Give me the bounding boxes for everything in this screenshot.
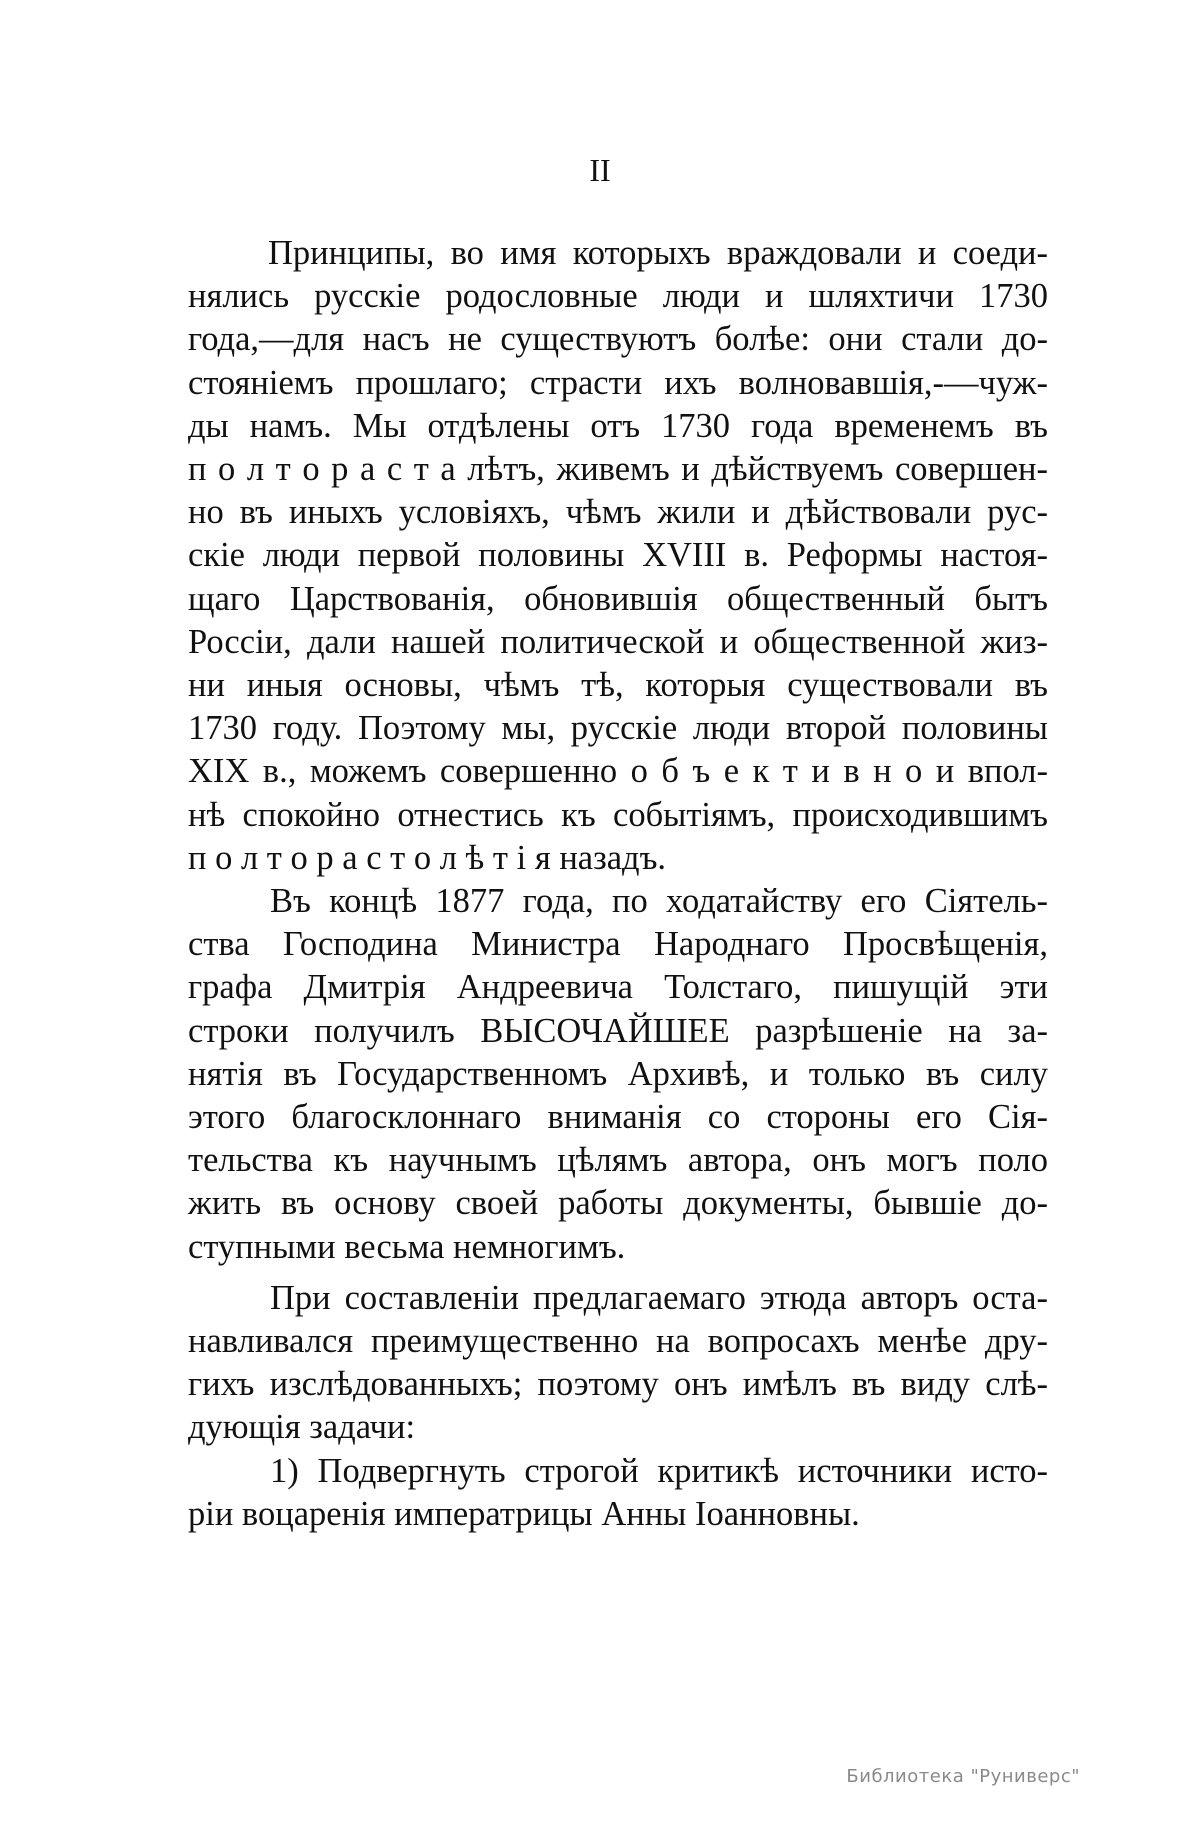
text-line: дующія задачи: [188, 1408, 416, 1447]
text-line: ріи воцаренія императрицы Анны Іоанновны. [188, 1494, 860, 1533]
text-line: гихъ изслѣдованныхъ; поэтому онъ имѣлъ въ виду слѣ- [188, 1365, 1048, 1404]
text-line: Принципы, во имя которыхъ враждовали и соеди- [268, 234, 1048, 272]
text-line: навливался преимущественно на вопросахъ менѣе дру- [188, 1322, 1048, 1361]
text-line: щаго Царствованія, обновившія общественный бытъ [188, 579, 1048, 618]
text-line: стояніемъ прошлаго; страсти ихъ волновавшія,-—чуж- [188, 363, 1048, 402]
text-line: ни иныя основы, чѣмъ тѣ, которыя существовали въ [188, 666, 1048, 705]
text-line: ступными весьма немногимъ. [188, 1227, 626, 1266]
paragraph-3 [188, 1277, 1048, 1450]
text-line: При составленіи предлагаемаго этюда авторъ оста- [270, 1278, 1048, 1317]
text-line: строки получилъ ВЫСОЧАЙШЕЕ разрѣшеніе на за- [188, 1011, 1048, 1050]
paragraph-gap [188, 1269, 1048, 1277]
text-line: скіе люди первой половины XVIII в. Реформы настоя- [188, 536, 1048, 575]
text-line: этого благосклоннаго вниманія со стороны его Сія- [188, 1098, 1048, 1137]
paragraph-2 [188, 880, 1048, 1269]
text-line: но въ иныхъ условіяхъ, чѣмъ жили и дѣйствовали рус- [188, 493, 1048, 532]
text-line: года,—для насъ не существуютъ болѣе: они стали до- [188, 320, 1048, 359]
text-line: жить въ основу своей работы документы, бывшіе до- [188, 1184, 1048, 1223]
page-number: II [589, 152, 611, 188]
text-line: 1) Подвергнуть строгой критикѣ источники исто- [270, 1451, 1048, 1490]
text-line: Россіи, дали нашей политической и общественной жиз- [188, 622, 1048, 661]
text-line: п о л т о р а с т о л ѣ т і я назадъ. [188, 838, 667, 877]
text-line: п о л т о р а с т а лѣтъ, живемъ и дѣйствуемъ совершен- [188, 450, 1048, 489]
text-line: нѣ спокойно отнестись къ событіямъ, происходившимъ [188, 795, 1048, 834]
paragraph-4 [188, 1450, 1048, 1536]
text-line: тельства къ научнымъ цѣлямъ автора, онъ могъ поло [188, 1141, 1048, 1180]
text-line: Въ концѣ 1877 года, по ходатайству его Сіятель- [270, 882, 1048, 921]
text-line: нятія въ Государственномъ Архивѣ, и только въ силу [188, 1054, 1048, 1093]
text-line: ды намъ. Мы отдѣлены отъ 1730 года временемъ въ [188, 406, 1048, 445]
text-line: нялись русскіе родословные люди и шляхтичи 1730 [188, 277, 1048, 316]
paragraph-1 [188, 232, 1048, 880]
text-line: ства Господина Министра Народнаго Просвѣщенія, [188, 925, 1048, 964]
body-text [188, 232, 1048, 1536]
text-line: графа Дмитрія Андреевича Толстаго, пишущій эти [188, 968, 1048, 1007]
text-line: XIX в., можемъ совершенно о б ъ е к т и в н о и впол- [188, 752, 1048, 791]
text-line: 1730 году. Поэтому мы, русскіе люди второй половины [188, 709, 1048, 748]
library-watermark: Библиотека "Руниверс" [846, 1766, 1080, 1787]
